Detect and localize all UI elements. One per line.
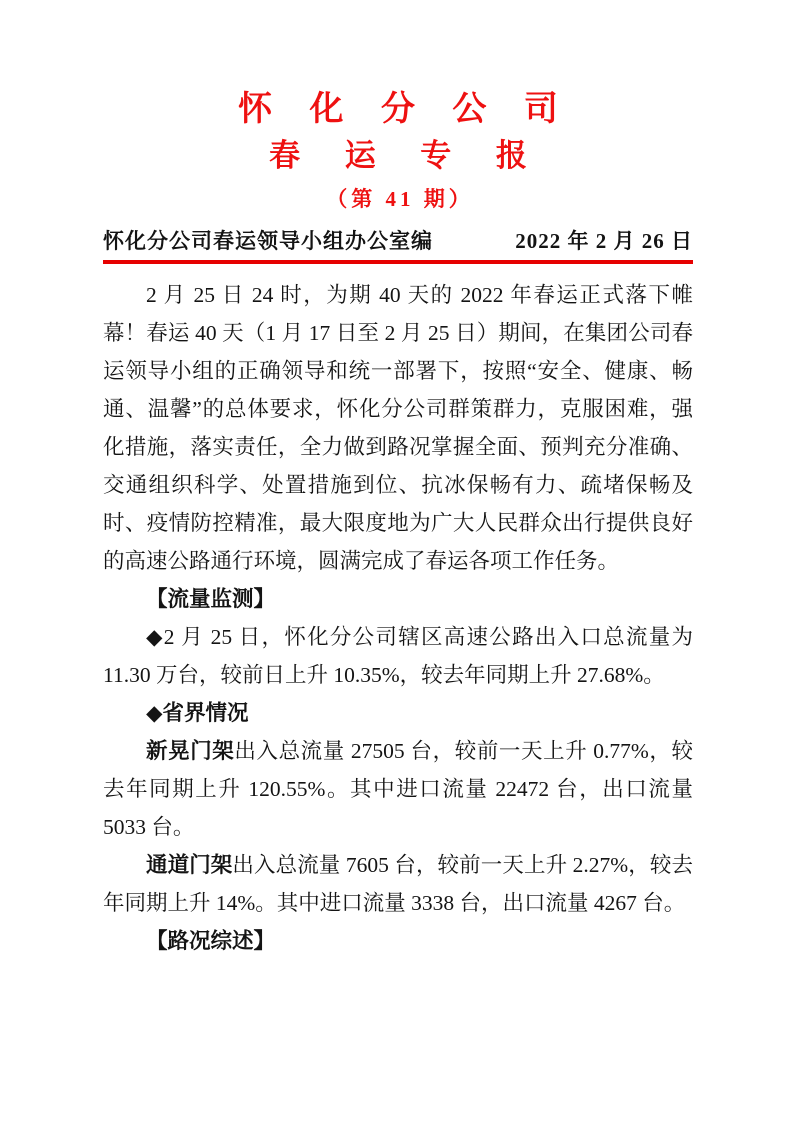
intro-paragraph: 2 月 25 日 24 时，为期 40 天的 2022 年春运正式落下帷幕！春运 40 天（1 月 17 日至 2 月 25 日）期间，在集团公司春运领导小组的正确领导和统一部署下，按照“安全、健康、畅通、温馨”的总体要求，怀化分公司群策群力，克服困难，强化措施，落实责任，全力做到路况掌握全面、预判充分准确、交通组织科学、处置措施到位、抗冰保畅有力、疏堵保畅及时、疫情防控精准，最大限度地为广大人民群众出行提供良好的高速公路通行环境，圆满完成了春运各项工作任务。 <box>103 283 693 574</box>
document-body <box>103 276 693 960</box>
issue-number: （第 41 期） <box>326 186 474 211</box>
masthead-date: 2022 年 2 月 26 日 <box>515 228 693 253</box>
document-title-report: 春 运 专 报 <box>269 137 545 173</box>
gantry-paragraph-xinhuang <box>103 732 693 846</box>
document-title-company: 怀 化 分 公 司 <box>238 90 572 128</box>
gantry-paragraph-tongdao <box>103 846 693 922</box>
section-title-road-summary: 【路况综述】 <box>146 929 276 954</box>
masthead-rule <box>103 228 693 264</box>
gantry-text-tongdao: 出入总流量 7605 台，较前一天上升 2.27%，较去年同期上升 14%。其中进口流量 3338 台，出口流量 4267 台。 <box>103 853 693 916</box>
section-title-traffic-monitor: 【流量监测】 <box>146 587 276 612</box>
traffic-summary-paragraph: ◆2 月 25 日，怀化分公司辖区高速公路出入口总流量为 11.30 万台，较前日上升 10.35%，较去年同期上升 27.68%。 <box>103 625 693 688</box>
gantry-name-xinhuang: 新晃门架 <box>146 739 235 764</box>
subsection-title-provincial-border: ◆省界情况 <box>146 701 249 726</box>
masthead-editor: 怀化分公司春运领导小组办公室编 <box>103 228 433 253</box>
gantry-name-tongdao: 通道门架 <box>146 853 233 878</box>
gantry-text-xinhuang: 出入总流量 27505 台，较前一天上升 0.77%，较去年同期上升 120.55%。其中进口流量 22472 台，出口流量 5033 台。 <box>103 739 693 840</box>
